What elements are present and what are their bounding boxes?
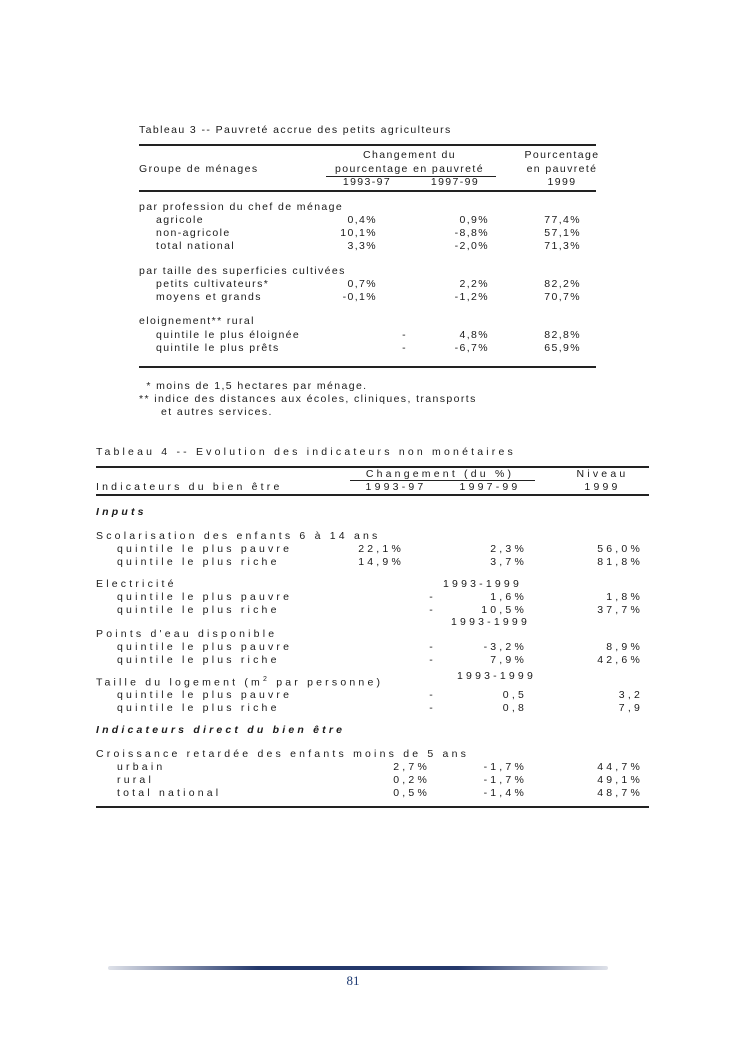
table3-cell: 82,8% (544, 329, 581, 341)
table4-cell: -3,2% (483, 641, 527, 653)
table3-header-change-2: pourcentage en pauvreté (335, 163, 484, 175)
table4-bottom-rule (96, 806, 649, 808)
table4-cell: 2,7% (393, 761, 430, 773)
table3-note-3: et autres services. (161, 406, 273, 418)
table4-group-label: Croissance retardée des enfants moins de 5 ans (96, 748, 470, 760)
table4-row-label: quintile le plus pauvre (117, 591, 293, 603)
table3-cell: 4,8% (459, 329, 489, 341)
table3-note-1: * moins de 1,5 hectares par ménage. (142, 380, 368, 392)
table3-cell: -6,7% (454, 342, 489, 354)
table4-header-rule (96, 494, 649, 496)
housing-label-sup: 2 (263, 676, 271, 683)
table3-cell: 65,9% (544, 342, 581, 354)
table3-title: Tableau 3 -- Pauvreté accrue des petits agriculteurs (139, 124, 452, 136)
table4-cell: -1,7% (483, 761, 527, 773)
table3-row-label: total national (156, 240, 236, 252)
table3-bottom-rule (139, 366, 596, 368)
table4-cell: 1,8% (606, 591, 643, 603)
table3-cell: -8,8% (454, 227, 489, 239)
table3-top-rule (139, 144, 596, 146)
table4-cell: 8,9% (606, 641, 643, 653)
table4-row-label: quintile le plus riche (117, 604, 280, 616)
table3-cell: - (402, 329, 407, 341)
table3-section-label: par profession du chef de ménage (139, 201, 344, 213)
table3-cell: 2,2% (459, 278, 489, 290)
table4-period-note: 1993-1999 (443, 578, 523, 590)
table4-cell: - (429, 689, 436, 701)
table3-header-pct-3: 1999 (547, 176, 577, 188)
table4-cell: 0,2% (393, 774, 430, 786)
table4-cell: 7,9% (490, 654, 527, 666)
table4-cell: 10,5% (481, 604, 527, 616)
table4-cell: 1,6% (490, 591, 527, 603)
table4-cell: 14,9% (358, 556, 404, 568)
table4-group-label: Electricité (96, 578, 177, 590)
table4-group-label (96, 676, 383, 689)
table4-cell: - (429, 654, 436, 666)
table3-section-label: eloignement** rural (139, 315, 255, 327)
table3-cell: 0,9% (459, 214, 489, 226)
table4-section-direct: Indicateurs direct du bien être (96, 724, 346, 736)
table4-cell: - (429, 604, 436, 616)
table4-period-note: 1993-1999 (457, 670, 537, 682)
table4-cell: - (429, 591, 436, 603)
table4-row-label: quintile le plus pauvre (117, 641, 293, 653)
table3-header-change-1: Changement du (363, 149, 456, 161)
table4-cell: 22,1% (358, 543, 404, 555)
table3-header-pct-1: Pourcentage (524, 149, 600, 161)
table4-cell: 42,6% (597, 654, 643, 666)
table4-cell: 37,7% (597, 604, 643, 616)
table4-header-year: 1999 (584, 481, 621, 493)
housing-label-a: Taille du logement (m (96, 676, 263, 689)
table4-cell: 81,8% (597, 556, 643, 568)
table3-row-label: non-agricole (156, 227, 231, 239)
table4-header-period-1: 1993-97 (365, 481, 427, 493)
table3-cell: -2,0% (454, 240, 489, 252)
table3-note-2: ** indice des distances aux écoles, cliniques, transports (139, 393, 477, 405)
table4-cell: 0,5% (393, 787, 430, 799)
table4-row-label: quintile le plus pauvre (117, 689, 293, 701)
table4-row-label: total national (117, 787, 222, 799)
table3-header-period-2: 1997-99 (430, 176, 480, 188)
table4-row-label: urbain (117, 761, 166, 773)
table3-cell: - (402, 342, 407, 354)
table4-cell: 48,7% (597, 787, 643, 799)
table3-cell: 57,1% (544, 227, 581, 239)
table4-cell: 49,1% (597, 774, 643, 786)
table4-group-label: Points d'eau disponible (96, 628, 278, 640)
table3-row-label: quintile le plus éloignée (156, 329, 301, 341)
table3-header-period-1: 1993-97 (342, 176, 392, 188)
table3-row-label: agricole (156, 214, 204, 226)
table4-cell: 0,5 (502, 689, 527, 701)
table4-cell: 7,9 (618, 702, 643, 714)
table4-title: Tableau 4 -- Evolution des indicateurs non monétaires (96, 446, 516, 458)
table4-cell: 0,8 (502, 702, 527, 714)
table3-row-label: moyens et grands (156, 291, 262, 303)
table4-section-inputs: Inputs (96, 506, 147, 518)
table3-cell: 10,1% (340, 227, 377, 239)
table3-section-label: par taille des superficies cultivées (139, 265, 346, 277)
table3-cell: 0,4% (347, 214, 377, 226)
table3-header-rule (139, 190, 596, 192)
table4-row-label: quintile le plus riche (117, 654, 280, 666)
table4-row-label: rural (117, 774, 155, 786)
table3-header-group: Groupe de ménages (139, 163, 259, 175)
table4-row-label: quintile le plus riche (117, 556, 280, 568)
table3-cell: 82,2% (544, 278, 581, 290)
table4-header-level: Niveau (576, 468, 629, 480)
table4-period-note: 1993-1999 (451, 616, 531, 628)
table4-cell: -1,7% (483, 774, 527, 786)
table3-cell: -0,1% (342, 291, 377, 303)
table4-header-period-2: 1997-99 (459, 481, 521, 493)
table3-header-pct-2: en pauvreté (526, 163, 598, 175)
table4-cell: 44,7% (597, 761, 643, 773)
table4-row-label: quintile le plus pauvre (117, 543, 293, 555)
table4-cell: 56,0% (597, 543, 643, 555)
table3-cell: 0,7% (347, 278, 377, 290)
table4-header-change: Changement (du %) (365, 468, 515, 480)
table4-row-label: quintile le plus riche (117, 702, 280, 714)
table4-cell: - (429, 641, 436, 653)
table3-row-label: petits cultivateurs* (156, 278, 270, 290)
table4-group-label: Scolarisation des enfants 6 à 14 ans (96, 530, 381, 542)
page-number: 81 (346, 973, 360, 988)
table3-cell: 3,3% (347, 240, 377, 252)
table3-cell: 77,4% (544, 214, 581, 226)
table4-cell: 2,3% (490, 543, 527, 555)
table3-cell: 71,3% (544, 240, 581, 252)
housing-label-b: par personne) (270, 676, 384, 689)
table3-cell: 70,7% (544, 291, 581, 303)
table4-header-indicators: Indicateurs du bien être (96, 481, 283, 493)
table4-cell: -1,4% (483, 787, 527, 799)
table4-cell: 3,7% (490, 556, 527, 568)
footer-divider (108, 966, 608, 970)
table3-row-label: quintile le plus prêts (156, 342, 280, 354)
table3-cell: -1,2% (454, 291, 489, 303)
table4-cell: - (429, 702, 436, 714)
table4-cell: 3,2 (618, 689, 643, 701)
